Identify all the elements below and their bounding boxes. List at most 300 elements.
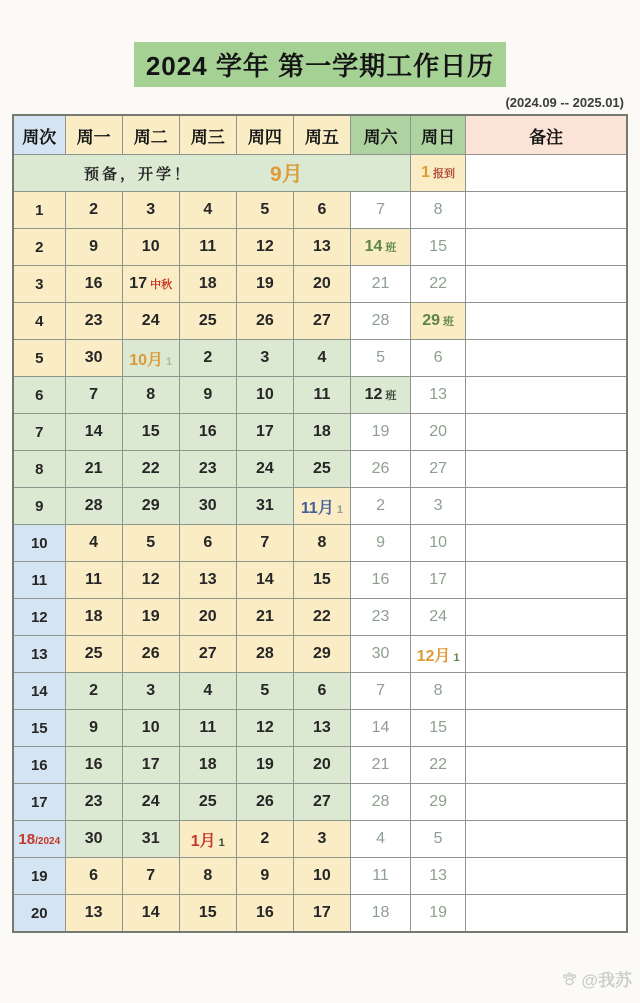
day-cell	[411, 821, 466, 858]
day-number: 15	[429, 238, 447, 255]
day-cell	[236, 192, 293, 229]
day-number: 4	[89, 534, 99, 551]
week-number: 1	[35, 201, 44, 219]
week-number-year-suffix: /2024	[35, 835, 61, 847]
week-number: 4	[35, 312, 44, 330]
day-number: 29	[429, 793, 447, 810]
day-cell	[65, 673, 122, 710]
day-number: 4	[376, 830, 385, 847]
day-note: 1	[336, 503, 343, 516]
day-cell	[122, 340, 179, 377]
day-cell	[65, 599, 122, 636]
day-cell	[122, 858, 179, 895]
day-number: 2	[376, 497, 385, 514]
header-week-number	[13, 115, 65, 155]
week-number-cell	[13, 710, 65, 747]
day-cell	[179, 192, 236, 229]
day-cell	[179, 562, 236, 599]
week-number: 5	[35, 349, 44, 367]
day-cell	[293, 562, 350, 599]
week-number-cell	[13, 525, 65, 562]
day-cell	[179, 229, 236, 266]
day-cell	[122, 192, 179, 229]
table-row	[13, 303, 627, 340]
day-number: 13	[84, 904, 103, 921]
day-number: 21	[371, 756, 390, 773]
september-month-row	[13, 155, 627, 192]
day-cell	[236, 303, 293, 340]
day-number: 4	[317, 349, 327, 366]
day-cell	[293, 229, 350, 266]
title-wrap	[0, 42, 640, 87]
day-cell	[350, 377, 410, 414]
remark-cell	[466, 636, 627, 673]
day-cell	[179, 525, 236, 562]
day-number: 25	[84, 645, 103, 662]
day-cell	[65, 821, 122, 858]
day-cell	[293, 525, 350, 562]
day-number: 19	[429, 904, 447, 921]
day-cell	[411, 451, 466, 488]
day-number: 13	[429, 386, 447, 403]
day-cell	[65, 636, 122, 673]
remark-cell	[466, 488, 627, 525]
week-number: 10	[30, 534, 48, 552]
day-cell	[65, 562, 122, 599]
day-number: 25	[313, 460, 331, 477]
registration-day-cell	[411, 155, 466, 192]
day-number: 8	[146, 386, 156, 403]
day-number: 2	[89, 682, 99, 699]
day-cell	[236, 821, 293, 858]
day-number: 23	[198, 460, 217, 477]
day-number: 10	[255, 386, 274, 403]
day-number: 27	[198, 645, 217, 662]
watermark	[561, 966, 632, 991]
day-cell	[350, 673, 410, 710]
day-cell	[122, 451, 179, 488]
week-number-cell	[13, 599, 65, 636]
day-number: 11	[313, 386, 331, 403]
day-number: 6	[317, 682, 327, 699]
day-cell	[411, 636, 466, 673]
day-number: 16	[371, 571, 390, 588]
day-number: 16	[198, 423, 217, 440]
day-cell	[293, 673, 350, 710]
day-number: 8	[433, 682, 443, 699]
day-number: 7	[89, 386, 99, 403]
day-number: 22	[429, 756, 447, 773]
day-number: 6	[203, 534, 213, 551]
remark-cell	[466, 155, 627, 192]
day-cell	[411, 192, 466, 229]
day-number: 7	[376, 201, 385, 218]
day-cell	[122, 821, 179, 858]
day-note: 中秋	[150, 279, 173, 291]
day-number: 29	[141, 497, 160, 514]
september-label: 9月	[270, 163, 303, 186]
day-number: 26	[371, 460, 390, 477]
day-number: 9	[89, 719, 99, 736]
day-cell	[122, 710, 179, 747]
day-cell	[122, 525, 179, 562]
day-number: 15	[141, 423, 160, 440]
table-row	[13, 784, 627, 821]
day-cell	[350, 858, 410, 895]
day-cell	[179, 784, 236, 821]
calendar-body	[13, 155, 627, 933]
day-number: 1	[421, 164, 431, 181]
day-number: 14	[371, 719, 390, 736]
day-cell	[179, 266, 236, 303]
day-number: 10	[313, 867, 331, 884]
day-number: 23	[84, 312, 103, 329]
day-cell	[236, 525, 293, 562]
week-number-cell	[13, 821, 65, 858]
day-cell	[293, 192, 350, 229]
table-row	[13, 821, 627, 858]
day-cell	[350, 229, 410, 266]
day-number: 17	[429, 571, 447, 588]
day-cell	[236, 747, 293, 784]
day-cell	[122, 747, 179, 784]
day-note: 班	[385, 390, 397, 402]
table-row	[13, 895, 627, 933]
remark-cell	[466, 377, 627, 414]
table-row	[13, 673, 627, 710]
day-cell	[350, 414, 410, 451]
header-thursday	[236, 115, 293, 155]
remark-cell	[466, 784, 627, 821]
day-number: 31	[141, 830, 160, 847]
day-cell	[179, 895, 236, 933]
week-number: 16	[30, 756, 48, 774]
day-number: 30	[371, 645, 390, 662]
day-number: 8	[317, 534, 327, 551]
day-number: 14	[255, 571, 274, 588]
day-cell	[411, 229, 466, 266]
day-cell	[122, 784, 179, 821]
day-number: 21	[84, 460, 103, 477]
header-sunday	[411, 115, 466, 155]
day-cell	[122, 636, 179, 673]
week-number: 14	[30, 682, 48, 700]
day-cell	[411, 340, 466, 377]
header-saturday	[350, 115, 410, 155]
day-number: 3	[317, 830, 327, 847]
table-row	[13, 340, 627, 377]
table-row	[13, 747, 627, 784]
day-number: 7	[260, 534, 270, 551]
day-number: 24	[141, 312, 160, 329]
page-title: 2024 学年 第一学期工作日历	[134, 42, 506, 87]
day-number: 12	[255, 238, 274, 255]
day-cell	[122, 303, 179, 340]
week-number-cell	[13, 340, 65, 377]
day-cell	[350, 303, 410, 340]
day-note: 1	[166, 355, 173, 368]
day-cell	[179, 821, 236, 858]
day-cell	[65, 747, 122, 784]
header-friday	[293, 115, 350, 155]
day-number: 7	[146, 867, 156, 884]
day-number: 23	[84, 793, 103, 810]
week-number-cell	[13, 414, 65, 451]
table-row	[13, 451, 627, 488]
day-number: 24	[429, 608, 447, 625]
day-cell	[65, 895, 122, 933]
day-cell	[411, 414, 466, 451]
day-cell	[411, 488, 466, 525]
day-cell	[411, 673, 466, 710]
day-number: 22	[141, 460, 160, 477]
day-number: 19	[141, 608, 160, 625]
remark-cell	[466, 895, 627, 933]
day-number: 20	[429, 423, 447, 440]
day-number: 9	[376, 534, 385, 551]
semester-calendar-table	[12, 114, 628, 933]
day-number: 1月	[190, 832, 216, 850]
day-cell	[236, 784, 293, 821]
day-number: 6	[89, 867, 99, 884]
day-number: 26	[141, 645, 160, 662]
day-number: 29	[313, 645, 331, 662]
day-cell	[293, 303, 350, 340]
table-row	[13, 414, 627, 451]
day-number: 30	[198, 497, 217, 514]
day-cell	[179, 377, 236, 414]
day-number: 15	[313, 571, 331, 588]
day-number: 2	[89, 201, 99, 218]
day-cell	[179, 673, 236, 710]
day-cell	[236, 673, 293, 710]
day-number: 12	[255, 719, 274, 736]
day-cell	[411, 266, 466, 303]
day-cell	[65, 229, 122, 266]
day-cell	[350, 784, 410, 821]
day-cell	[65, 192, 122, 229]
week-number-cell	[13, 895, 65, 933]
day-number: 17	[313, 904, 331, 921]
header-label: 周一	[76, 127, 111, 147]
day-cell	[65, 414, 122, 451]
day-number: 12月	[416, 647, 451, 665]
day-cell	[179, 340, 236, 377]
day-cell	[293, 895, 350, 933]
header-label: 周三	[190, 127, 225, 147]
remark-cell	[466, 451, 627, 488]
table-row	[13, 377, 627, 414]
day-number: 4	[203, 201, 213, 218]
day-cell	[293, 858, 350, 895]
day-cell	[65, 858, 122, 895]
week-number: 18	[18, 830, 36, 848]
day-number: 13	[313, 238, 331, 255]
day-number: 10	[141, 719, 160, 736]
day-number: 20	[198, 608, 217, 625]
watermark-text: @我苏	[581, 971, 632, 990]
day-number: 18	[313, 423, 331, 440]
day-cell	[179, 488, 236, 525]
day-number: 31	[255, 497, 274, 514]
day-number: 3	[146, 201, 156, 218]
table-row	[13, 562, 627, 599]
day-note: 班	[385, 242, 397, 254]
day-cell	[293, 414, 350, 451]
day-cell	[350, 562, 410, 599]
day-number: 27	[429, 460, 447, 477]
week-number: 11	[31, 571, 48, 589]
day-note: 1	[218, 836, 225, 849]
day-cell	[236, 895, 293, 933]
day-number: 19	[371, 423, 390, 440]
day-cell	[179, 710, 236, 747]
day-number: 21	[255, 608, 274, 625]
day-number: 5	[146, 534, 156, 551]
week-number-cell	[13, 636, 65, 673]
day-number: 3	[260, 349, 270, 366]
remark-cell	[466, 266, 627, 303]
day-cell	[236, 488, 293, 525]
day-number: 19	[255, 756, 274, 773]
header-monday	[65, 115, 122, 155]
week-number: 3	[35, 275, 44, 293]
day-cell	[236, 229, 293, 266]
day-cell	[122, 599, 179, 636]
day-number: 25	[198, 793, 217, 810]
table-row	[13, 192, 627, 229]
day-number: 10	[429, 534, 447, 551]
remark-cell	[466, 414, 627, 451]
day-cell	[65, 710, 122, 747]
day-number: 24	[255, 460, 274, 477]
remark-cell	[466, 562, 627, 599]
day-cell	[236, 377, 293, 414]
day-cell	[293, 636, 350, 673]
day-cell	[122, 414, 179, 451]
day-cell	[179, 858, 236, 895]
day-cell	[122, 673, 179, 710]
day-number: 12	[141, 571, 160, 588]
day-cell	[293, 599, 350, 636]
calendar-header	[13, 115, 627, 155]
table-row	[13, 599, 627, 636]
day-cell	[350, 895, 410, 933]
week-number-cell	[13, 192, 65, 229]
day-number: 26	[255, 312, 274, 329]
day-number: 9	[203, 386, 213, 403]
day-number: 28	[84, 497, 103, 514]
day-number: 13	[198, 571, 217, 588]
day-cell	[122, 895, 179, 933]
day-cell	[293, 488, 350, 525]
day-cell	[179, 303, 236, 340]
day-cell	[350, 451, 410, 488]
day-cell	[122, 562, 179, 599]
day-note: 班	[443, 316, 454, 328]
day-number: 20	[313, 756, 331, 773]
week-number: 13	[30, 645, 48, 663]
remark-cell	[466, 710, 627, 747]
day-cell	[293, 821, 350, 858]
day-number: 10月	[129, 351, 164, 369]
header-label: 周日	[421, 127, 456, 147]
day-cell	[236, 710, 293, 747]
day-cell	[293, 784, 350, 821]
header-label: 周次	[22, 127, 57, 147]
week-number-cell	[13, 747, 65, 784]
day-cell	[65, 340, 122, 377]
day-cell	[179, 599, 236, 636]
prep-school-start-text: 预备，开学！	[84, 165, 193, 183]
day-number: 15	[198, 904, 217, 921]
day-number: 14	[364, 238, 383, 255]
week-number: 6	[35, 386, 44, 404]
day-cell	[65, 488, 122, 525]
day-number: 12	[364, 386, 383, 403]
week-number-cell	[13, 488, 65, 525]
day-cell	[350, 340, 410, 377]
day-cell	[411, 303, 466, 340]
day-cell	[293, 710, 350, 747]
day-number: 22	[313, 608, 331, 625]
day-cell	[293, 340, 350, 377]
day-cell	[122, 266, 179, 303]
day-number: 6	[433, 349, 443, 366]
remark-cell	[466, 340, 627, 377]
header-label: 周四	[247, 127, 282, 147]
week-number-cell	[13, 858, 65, 895]
day-cell	[236, 858, 293, 895]
day-number: 18	[198, 275, 217, 292]
week-number: 2	[35, 238, 44, 256]
week-number-cell	[13, 673, 65, 710]
day-number: 11	[372, 867, 389, 884]
day-cell	[179, 451, 236, 488]
day-cell	[411, 710, 466, 747]
week-number-cell	[13, 266, 65, 303]
day-cell	[350, 525, 410, 562]
day-number: 18	[84, 608, 103, 625]
day-cell	[411, 562, 466, 599]
day-number: 29	[422, 312, 440, 329]
week-number-cell	[13, 451, 65, 488]
day-cell	[122, 488, 179, 525]
header-label: 周二	[133, 127, 168, 147]
day-number: 2	[260, 830, 270, 847]
table-row	[13, 229, 627, 266]
day-number: 4	[203, 682, 213, 699]
day-cell	[293, 451, 350, 488]
day-number: 30	[84, 349, 103, 366]
day-cell	[350, 599, 410, 636]
day-number: 18	[198, 756, 217, 773]
day-number: 27	[313, 312, 331, 329]
week-number: 20	[30, 904, 48, 922]
table-row	[13, 266, 627, 303]
day-number: 9	[89, 238, 99, 255]
header-tuesday	[122, 115, 179, 155]
day-number: 22	[429, 275, 447, 292]
day-number: 8	[433, 201, 443, 218]
week-number: 7	[35, 423, 44, 441]
day-number: 11	[85, 571, 103, 588]
day-number: 23	[371, 608, 390, 625]
remark-cell	[466, 525, 627, 562]
day-number: 9	[260, 867, 270, 884]
day-number: 17	[129, 275, 148, 292]
header-label: 备注	[529, 127, 564, 147]
